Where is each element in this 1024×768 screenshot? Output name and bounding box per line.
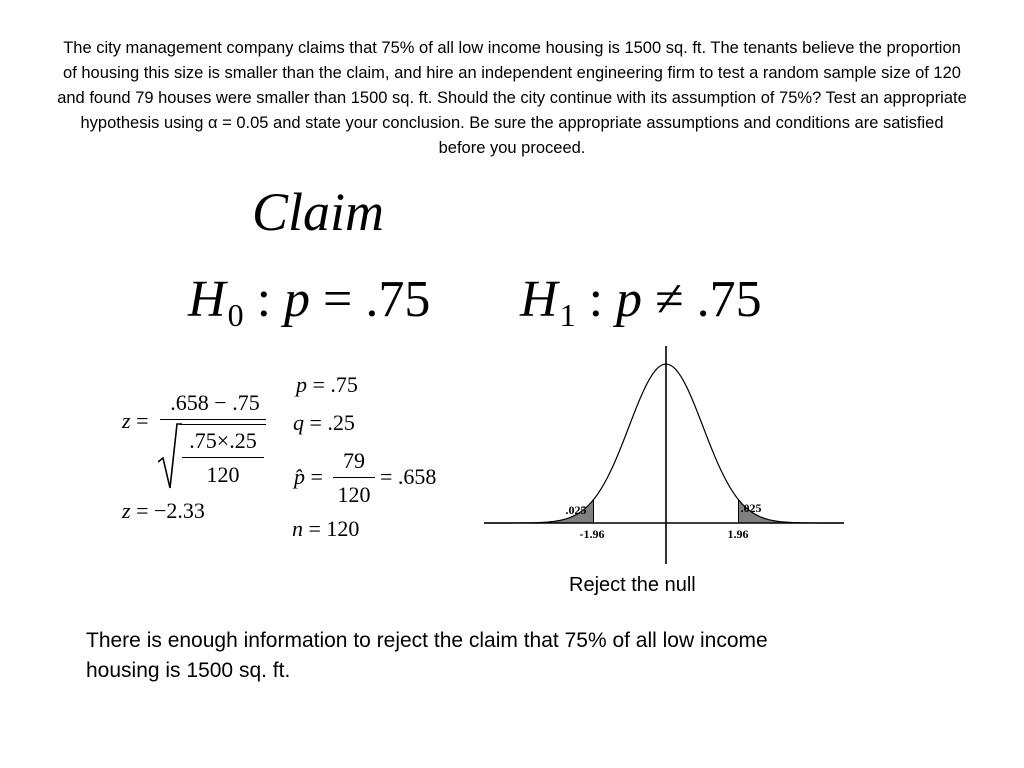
right-tail-area-label: .025 bbox=[740, 501, 762, 515]
param-p-hat-lhs: p̂ = bbox=[294, 464, 323, 489]
p-hat-denominator: 120 bbox=[337, 482, 371, 507]
param-q: q = .25 bbox=[293, 410, 355, 435]
decision-label: Reject the null bbox=[569, 574, 696, 596]
h0-value: .75 bbox=[365, 271, 431, 328]
alternative-hypothesis: $H_1$ : p ≠ .75 bbox=[520, 271, 762, 333]
left-critical-value: -1.96 bbox=[579, 527, 605, 541]
h1-symbol: H bbox=[520, 271, 558, 328]
radicand-fraction-bar bbox=[182, 457, 264, 458]
param-p: p = .75 bbox=[296, 372, 358, 397]
radicand-denominator: 120 bbox=[206, 462, 240, 487]
param-n: n = 120 bbox=[292, 516, 360, 541]
h0-relation: = bbox=[323, 271, 353, 328]
h0-param: p bbox=[284, 271, 311, 328]
null-hypothesis: $H_0$ : p = .75 bbox=[188, 271, 431, 333]
conclusion-text: There is enough information to reject the claim that 75% of all low income housing is 1500 sq. ft. bbox=[86, 629, 768, 682]
z-result: z = −2.33 bbox=[122, 498, 205, 523]
claim-label: Claim bbox=[252, 182, 385, 242]
z-formula-lhs: z = bbox=[122, 408, 149, 433]
problem-statement: The city management company claims that 75% of all low income housing is 1500 sq. ft. The tenants believe the proportion of housing this size is smaller than the claim, and hire an independent engineering firm to test a random sample size of 120 and found 79 houses were smaller than 1500 sq. ft. Should the city continue with its assumption of 75%? Test an appropriate hypothesis using α = 0.05 and state your conclusion. Be sure the appropriate assumptions and conditions are satisfied before you proceed. bbox=[57, 39, 967, 157]
p-hat-value: = .658 bbox=[380, 464, 437, 489]
right-critical-value: 1.96 bbox=[727, 527, 749, 541]
left-tail-area-label: .025 bbox=[565, 503, 587, 517]
h1-value: .75 bbox=[696, 271, 762, 328]
h0-symbol: H bbox=[188, 271, 226, 328]
h1-subscript: 1 bbox=[559, 297, 576, 333]
radicand-numerator: .75×.25 bbox=[189, 428, 257, 453]
p-hat-numerator: 79 bbox=[343, 448, 365, 473]
z-fraction-bar bbox=[160, 419, 266, 420]
h1-relation: ≠ bbox=[655, 271, 684, 328]
p-hat-fraction-bar bbox=[333, 477, 375, 478]
square-root-icon bbox=[158, 422, 182, 490]
bell-curve bbox=[485, 364, 844, 523]
h0-subscript: 0 bbox=[227, 297, 244, 333]
radical-overline bbox=[180, 424, 266, 425]
z-formula-numerator: .658 − .75 bbox=[170, 390, 260, 415]
normal-curve-diagram bbox=[484, 346, 846, 568]
h1-param: p bbox=[616, 271, 643, 328]
